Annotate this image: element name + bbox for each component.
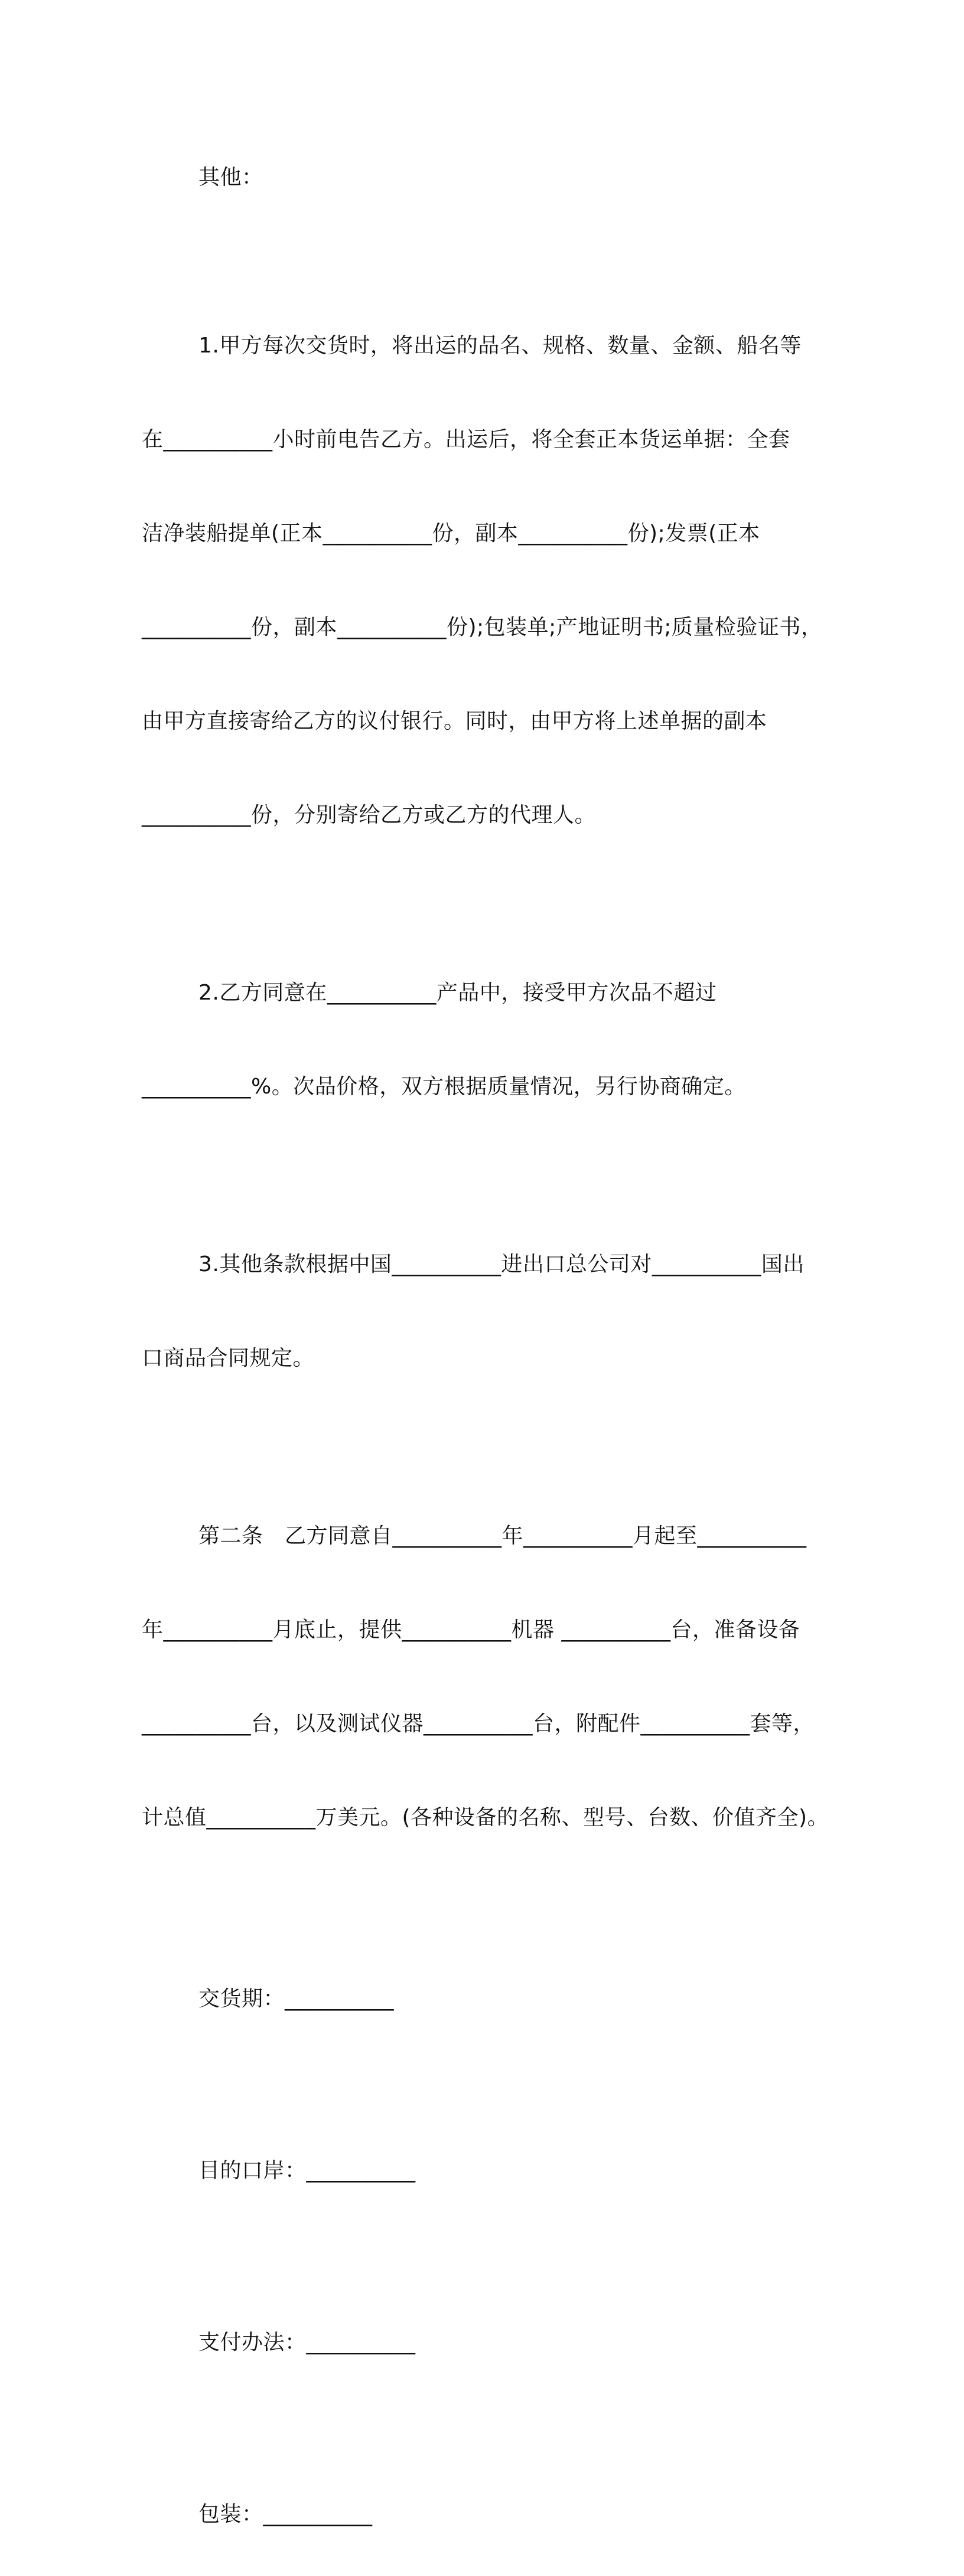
heading-text: 其他： (198, 165, 263, 190)
article-2-line-4: 计总值__________万美元。(各种设备的名称、型号、台数、价值齐全)。 (142, 1806, 829, 1830)
clause-1-line-6: __________份，分别寄给乙方或乙方的代理人。 (142, 803, 597, 827)
document-page (142, 112, 839, 2576)
clause-2 (142, 922, 839, 1158)
clause-1-line-2: 在__________小时前电告乙方。出运后，将全套正本货运单据：全套 (142, 427, 790, 452)
delivery-field (142, 1934, 839, 2061)
clause-1-line-5: 由甲方直接寄给乙方的议付银行。同时，由甲方将上述单据的副本 (142, 709, 767, 733)
clause-1-line-3: 洁净装船提单(正本__________份，副本__________份);发票(正本 (142, 521, 760, 546)
delivery-field-text: 交货期：__________ (198, 1987, 395, 2011)
clause-1-line-1: 1.甲方每次交货时，将出运的品名、规格、数量、金额、船名等 (198, 334, 802, 358)
clause-1 (142, 275, 839, 886)
payment-field-text: 支付办法：__________ (198, 2330, 416, 2355)
port-field-text: 目的口岸：__________ (198, 2159, 416, 2183)
clause-2-line-1: 2.乙方同意在__________产品中，接受甲方次品不超过 (198, 981, 717, 1005)
section-heading (142, 112, 839, 239)
clause-3-line-2: 口商品合同规定。 (142, 1346, 315, 1370)
clause-3 (142, 1193, 839, 1429)
clause-2-line-2: __________%。次品价格，双方根据质量情况，另行协商确定。 (142, 1075, 746, 1099)
port-field (142, 2105, 839, 2232)
clause-1-line-4: __________份，副本__________份);包装单;产地证明书;质量检验证书， (142, 615, 823, 639)
packing-field (142, 2449, 839, 2576)
article-2 (142, 1465, 839, 1889)
article-2-line-1: 第二条 乙方同意自__________年__________月起至__________ (198, 1524, 807, 1548)
article-2-line-3: __________台，以及测试仪器__________台，附配件__________套等， (142, 1712, 815, 1736)
article-2-line-2: 年__________月底止，提供__________机器 __________台，准备设备 (142, 1618, 800, 1642)
payment-field (142, 2277, 839, 2404)
clause-3-line-1: 3.其他条款根据中国__________进出口总公司对__________国出 (198, 1252, 805, 1276)
packing-field-text: 包装：__________ (198, 2502, 373, 2526)
